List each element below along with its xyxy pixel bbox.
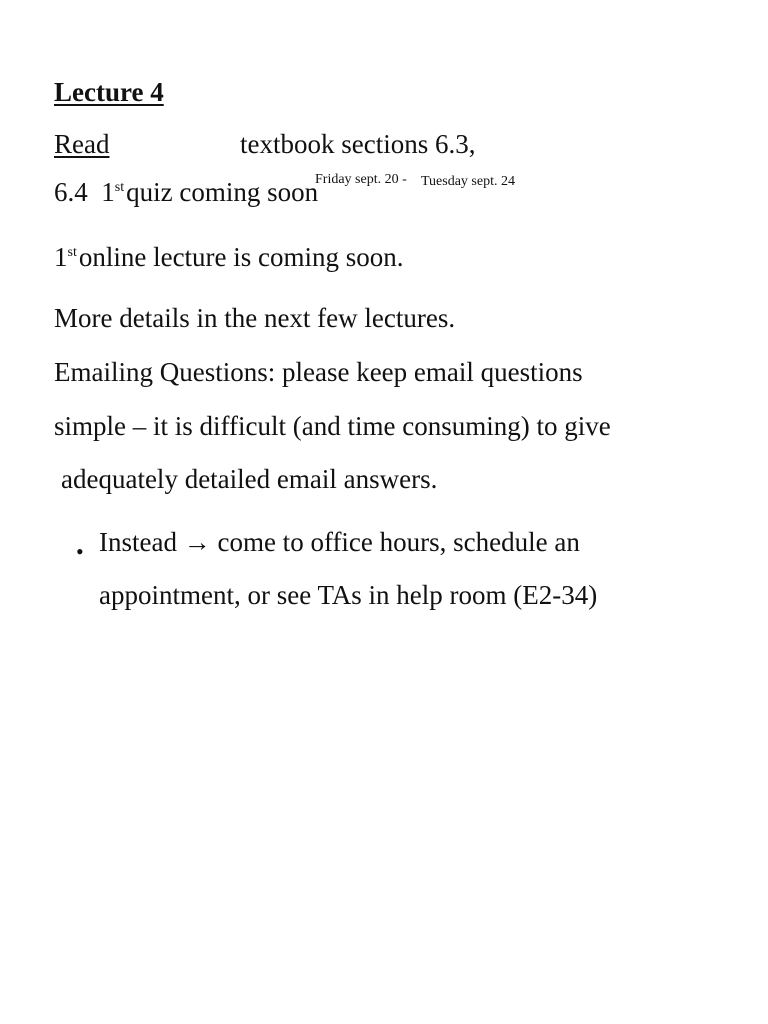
online-lecture-line	[54, 241, 404, 279]
bullet-icon: •	[76, 539, 84, 564]
online-number: 1	[54, 242, 68, 272]
email-line-3: adequately detailed email answers.	[61, 464, 438, 494]
quiz-text: quiz coming soon	[126, 177, 319, 207]
quiz-date-end: Tuesday sept. 24	[421, 174, 515, 189]
quiz-line	[54, 176, 318, 214]
details-line: More details in the next few lectures.	[54, 303, 456, 333]
email-line-2: simple – it is difficult (and time consuming) to give	[54, 411, 611, 441]
quiz-ordinal-suffix: st	[114, 180, 125, 195]
sections-continued: 6.4	[54, 177, 88, 207]
quiz-date-start: Friday sept. 20 -	[315, 172, 407, 187]
quiz-number: 1	[101, 177, 115, 207]
online-ordinal-suffix: st	[67, 245, 77, 260]
bullet-line-2: appointment, or see TAs in help room (E2-34)	[99, 580, 598, 610]
online-text: online lecture is coming soon.	[78, 242, 404, 272]
reading-assignment: textbook sections 6.3,	[240, 129, 476, 159]
read-label: Read	[54, 129, 110, 159]
bullet-text	[99, 516, 597, 622]
bullet-line-1: Instead → come to office hours, schedule an	[99, 527, 580, 557]
email-line-1: Emailing Questions: please keep email questions	[54, 357, 583, 387]
page-title: Lecture 4	[54, 77, 164, 107]
